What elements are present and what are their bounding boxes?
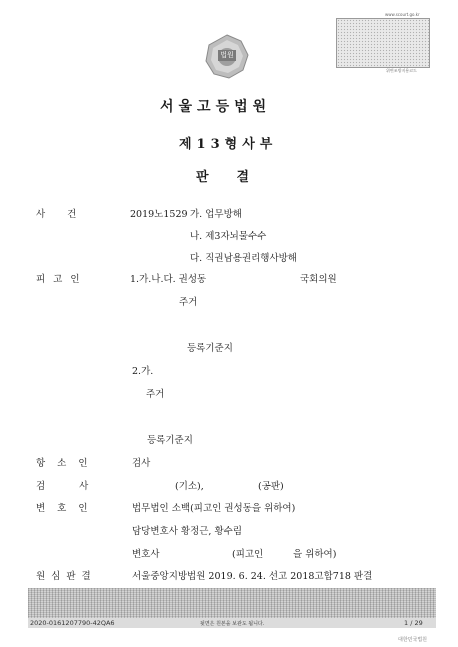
footer-notice: 뒷면은 원본을 보관도 됩니다. <box>200 621 265 627</box>
prosecutor-trial: (공판) <box>258 481 284 492</box>
defendant2-address-label: 주거 <box>146 389 165 400</box>
case-number: 2019노1529 <box>130 209 188 220</box>
anti-copy-noise-band <box>28 588 436 618</box>
anti-forgery-qr-code <box>336 18 430 68</box>
prosecutor-label: 검사 <box>36 481 123 492</box>
defendant1-address-label: 주거 <box>179 297 198 308</box>
court-brand: 대한민국법원 <box>398 637 427 643</box>
case-label: 사건 <box>36 209 99 220</box>
qr-caption-bottom: 위변조방지용코드 <box>386 68 417 73</box>
document-id: 2020-0161207790-42QA6 <box>30 619 115 627</box>
defendant1-name: 1.가.나.다. 권성동 <box>130 274 207 285</box>
appellant-label: 항소인 <box>36 458 100 469</box>
prosecutor-indictment: (기소), <box>175 481 204 492</box>
original-judgment-label: 원심판결 <box>36 571 97 582</box>
document-type <box>196 166 277 185</box>
document-type-text: 판결 <box>196 170 278 185</box>
court-seal-label: 법원 <box>218 50 236 61</box>
qr-caption-top: www.scourt.go.kr <box>385 12 420 17</box>
court-name: 서울고등법원 <box>160 99 272 115</box>
defendant2-name: 2.가. <box>132 366 154 377</box>
charge-item: 다. 직권남용권리행사방해 <box>190 253 297 264</box>
original-judgment-value: 서울중앙지방법원 2019. 6. 24. 선고 2018고합718 판결 <box>132 571 373 582</box>
defendant-label: 피고인 <box>36 274 88 285</box>
counsel-lawyer-label: 변호사 <box>132 549 160 560</box>
defendant1-position: 국회의원 <box>300 274 337 285</box>
counsel-for-defendant-suffix: 을 위하여) <box>293 549 337 560</box>
division-name: 제13형사부 <box>179 137 278 152</box>
counsel-label: 변호인 <box>36 503 100 514</box>
counsel-for-defendant: (피고인 <box>232 549 264 560</box>
defendant2-registered-label: 등록기준지 <box>147 435 193 446</box>
page-indicator: 1 / 29 <box>404 619 423 627</box>
charge-item: 가. 업무방해 <box>190 209 242 220</box>
counsel-attorneys: 담당변호사 황정근, 황수림 <box>132 526 243 537</box>
charge-item: 나. 제3자뇌물수수 <box>190 231 267 242</box>
appellant-value: 검사 <box>132 458 151 469</box>
defendant1-registered-label: 등록기준지 <box>187 343 233 354</box>
counsel-firm: 법무법인 소백(피고인 권성동을 위하여) <box>132 503 296 514</box>
